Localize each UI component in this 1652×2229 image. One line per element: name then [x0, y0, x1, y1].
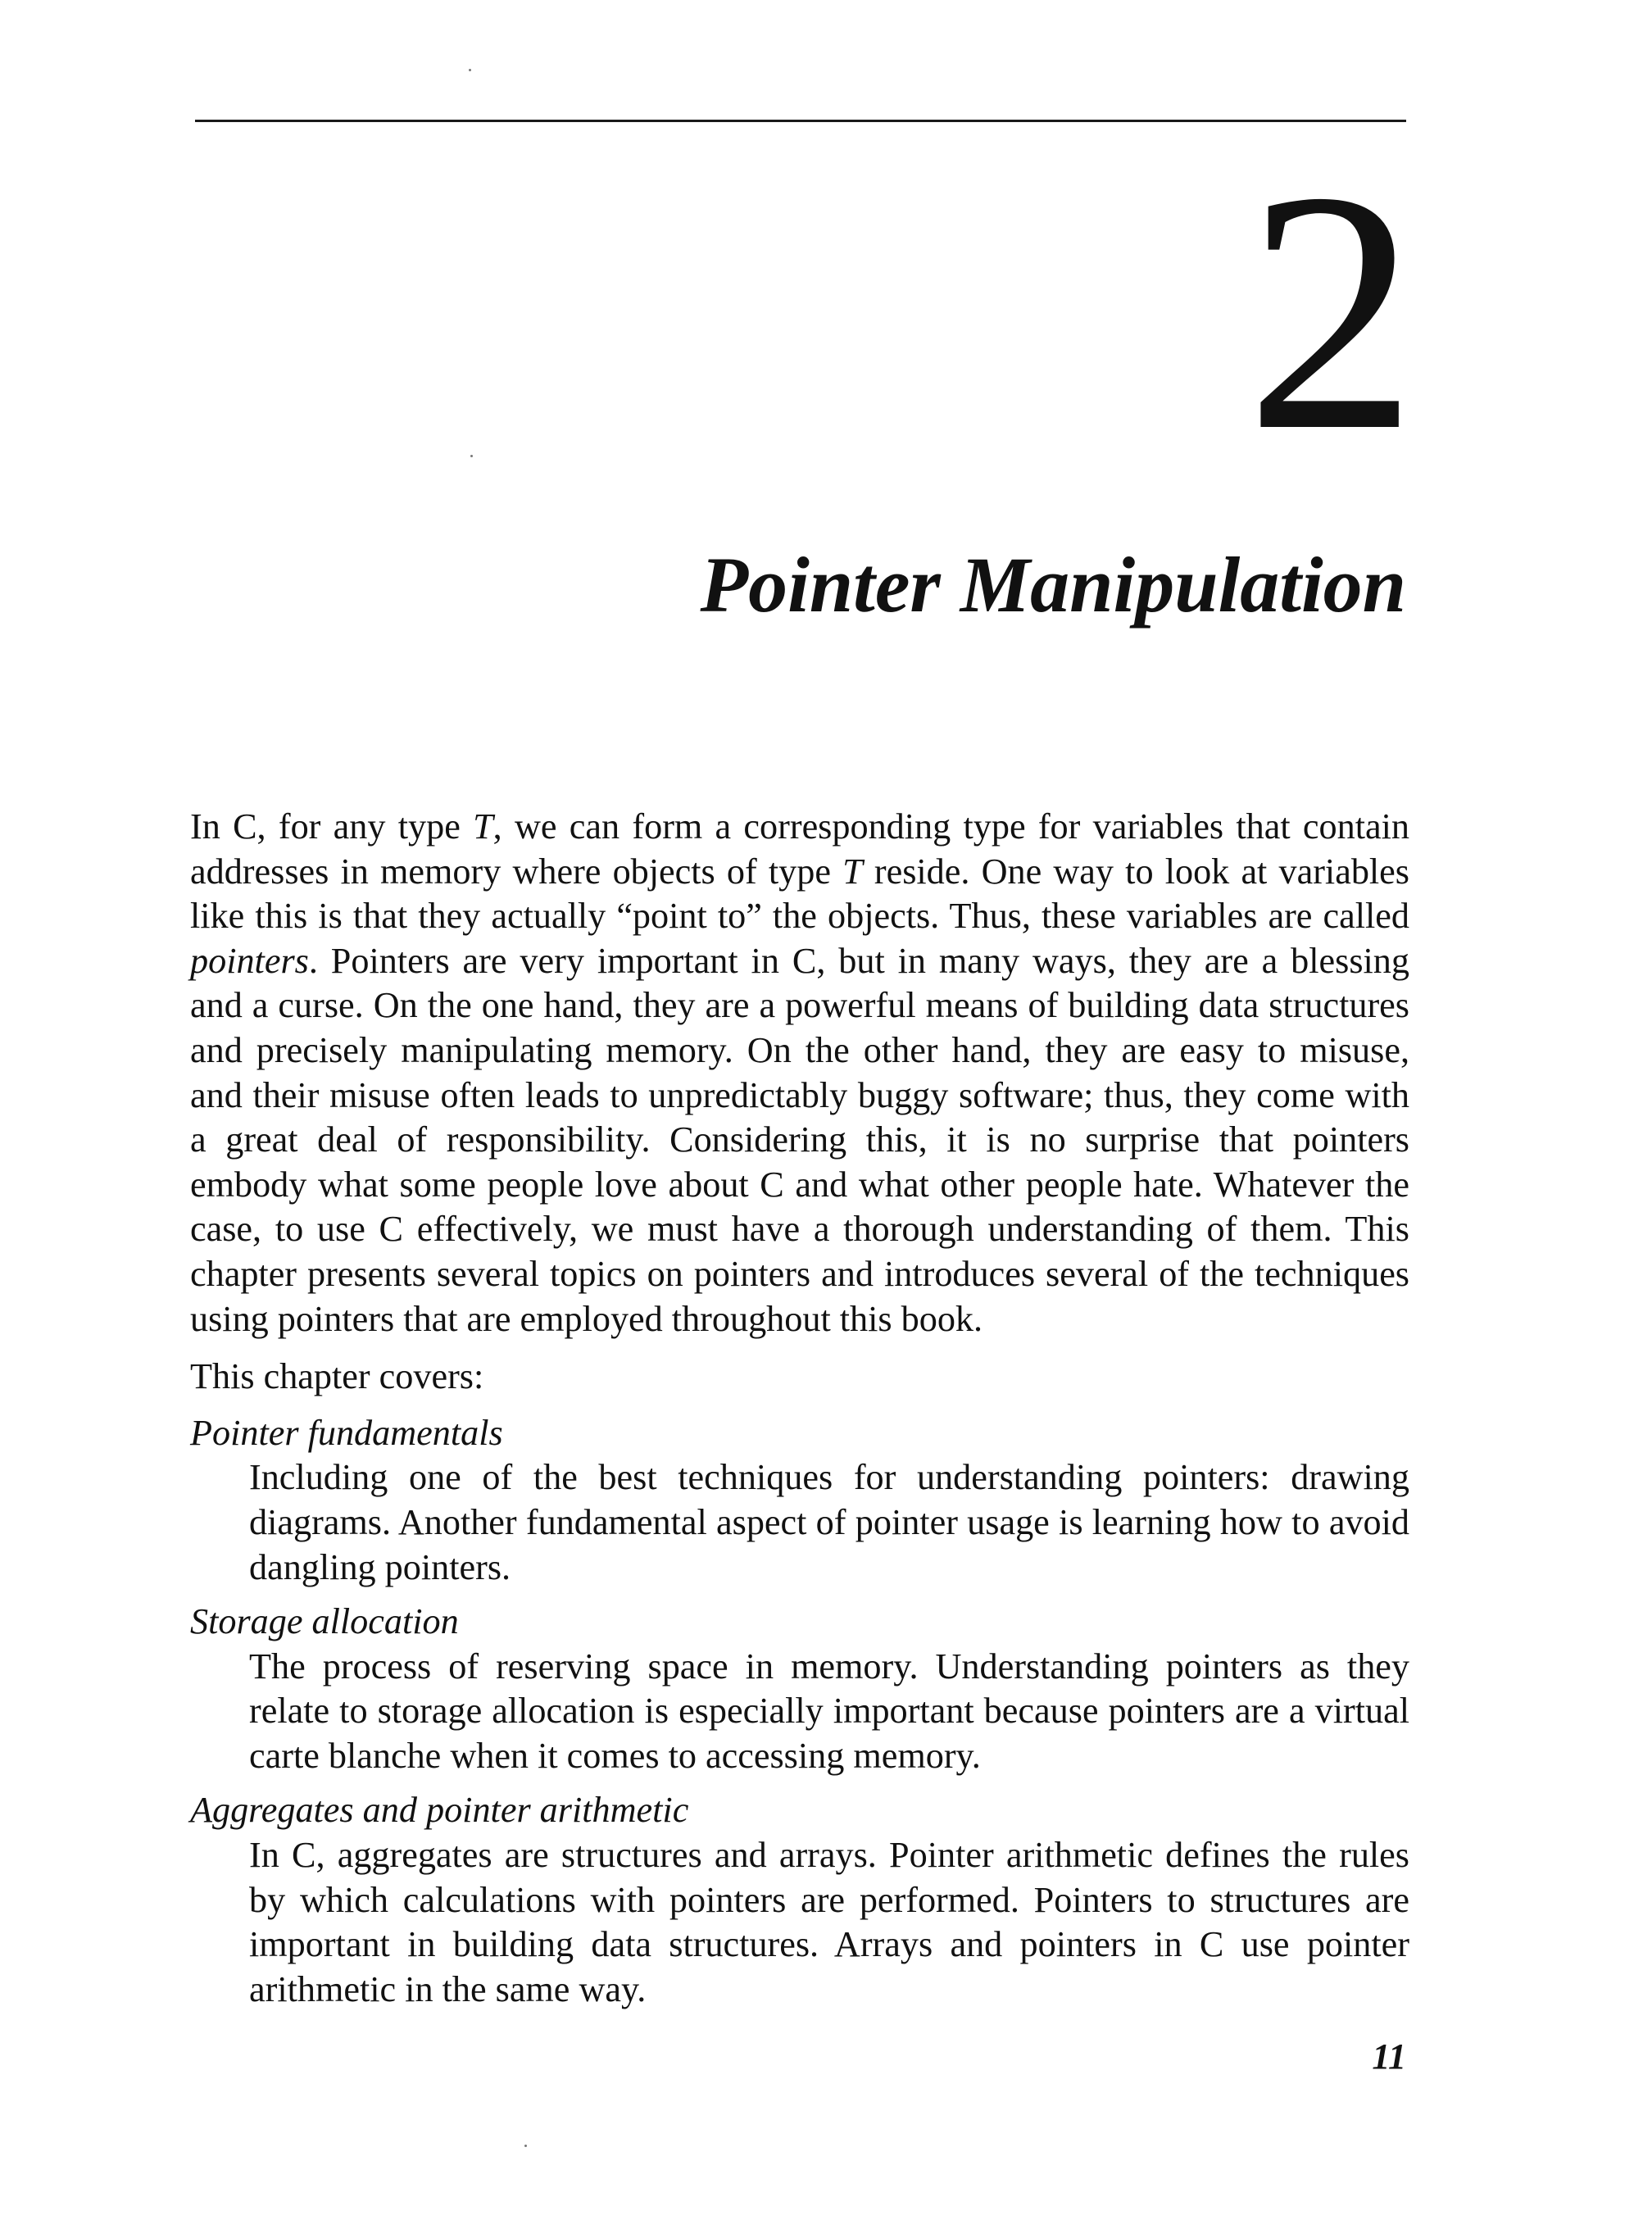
topic-list	[190, 1411, 1409, 2013]
topic-description: The process of reserving space in memory. Understanding pointers as they relate to storage allocation is especially important because pointers are a virtual carte blanche when it comes to accessing memory.	[249, 1646, 1409, 1776]
page-number: 11	[1372, 2036, 1406, 2077]
type-variable: T	[842, 851, 863, 892]
topic-term: Pointer fundamentals	[190, 1412, 503, 1453]
chapter-title: Pointer Manipulation	[700, 541, 1406, 629]
scan-speck	[469, 69, 471, 71]
scan-speck	[524, 2145, 527, 2147]
chapter-body	[190, 805, 1409, 2012]
intro-text: . Pointers are very important in C, but in many ways, they are a blessing and a curse. On the one hand, they are a powerful means of building data structures and precisely manipulating memory. On the other hand, they are easy to misuse, and their misuse often leads to unpredictably buggy software; thus, they come with a great deal of responsibility. Considering this, it is no surprise that pointers embody what some people love about C and what other people hate. Whatever the case, to use C effectively, we must have a thorough understanding of them. This chapter presents several topics on pointers and introduces several of the techniques using pointers that are employed throughout this book.	[190, 940, 1409, 1339]
intro-text: reside. One way to look at variables like this is that they actually “point to” the objects. Thus, these variables are called	[190, 851, 1409, 937]
header-rule	[195, 120, 1406, 122]
scan-speck	[470, 455, 473, 457]
topic-term: Storage allocation	[190, 1601, 459, 1642]
type-variable: T	[473, 806, 493, 847]
topic-description: In C, aggregates are structures and arrays. Pointer arithmetic defines the rules by which calculations with pointers are performed. Pointers to structures are important in building data structures. Arrays and pointers in C use pointer arithmetic in the same way.	[249, 1835, 1409, 2009]
topic-description: Including one of the best techniques for understanding pointers: drawing diagrams. Another fundamental aspect of pointer usage is learning how to avoid dangling pointers.	[249, 1457, 1409, 1587]
covers-label: This chapter covers:	[190, 1356, 484, 1397]
intro-text: In C, for any type	[190, 806, 474, 847]
intro-text: , we can form a corresponding type for variables that contain addresses in memory where objects of type	[190, 806, 1409, 892]
pointers-term: pointers	[190, 940, 309, 981]
intro-paragraph	[190, 805, 1409, 1341]
chapter-number: 2	[1246, 120, 1414, 502]
topic-term: Aggregates and pointer arithmetic	[190, 1790, 689, 1831]
